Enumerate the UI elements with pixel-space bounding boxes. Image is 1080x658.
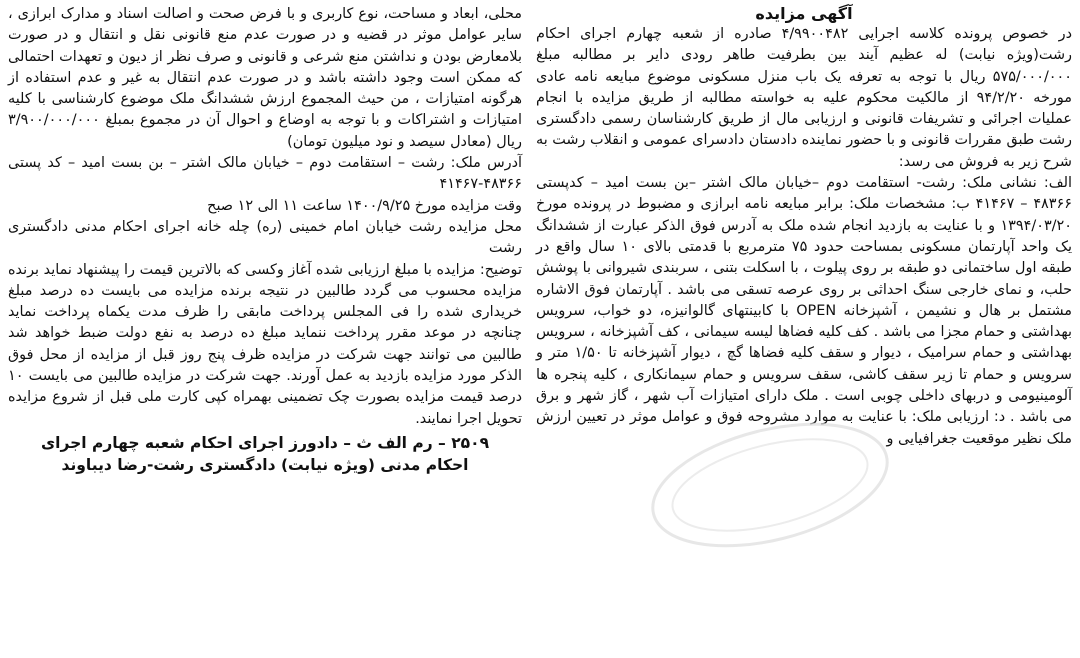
notice-title: آگهی مزایده [755, 4, 853, 23]
valuation-paragraph: محلی، ابعاد و مساحت، نوع کاربری و با فرض صحت و اصالت اسناد و مدارک ابرازی ، سایر عوامل موثر در قضیه و در صورت عدم منع قانونی نقل و انتقال و در صورت بلامعارض بودن و نداشتن منع شرعی و قانونی و صرف نظر از دیون و تعهدات احتمالی که ممکن است وجود داشته باشد و در صورت عدم انتقال به غیر و عدم استفاده از هرگونه امتیازات ، من حیث المجموع ارزش ششدانگ ملک موضوع کارشناسی با کلیه امتیازات و اشتراکات و با توجه به اوضاع و احوال آن در مجموع بمبلغ ۳/۹۰۰/۰۰۰/۰۰۰ ریال (معادل سیصد و نود میلیون تومان) [8, 6, 522, 150]
property-details-paragraph: الف: نشانی ملک: رشت- استقامت دوم –خیابان مالک اشتر –بن بست امید – کدپستی ۴۸۳۶۶ – ۴۱۴۶۷ ب: مشخصات ملک: برابر مبایعه نامه ابرازی و مضبوط در پرونده مورخ ۱۳۹۴/۰۳/۲۰ و با عنایت به بازدید انجام شده ملک به آدرس فوق الذکر عبارت از ششدانگ یک واحد آپارتمان مسکونی بمساحت حدود ۷۵ مترمربع با قدمتی بالای ۱۰ سال واقع در طبقه اول ساختمانی دو طبقه بر روی پیلوت ، با اسکلت بتنی ، سربندی شیروانی با پوشش حلب، و نمای خارجی سنگ احداثی بر روی عرصه تسقی می باشد . آپارتمان فوق الاشاره مشتمل بر هال و نشیمن ، آشپزخانه OPEN با کابینتهای گالوانیزه، دو خواب، سرویس بهداشتی و حمام مجزا می باشد . کف کلیه فضاها لیسه سیمانی ، کف آشپزخانه ، سرویس بهداشتی و حمام سرامیک ، دیوار و سقف کلیه فضاها گچ ، دیوار آشپزخانه تا ۱/۵۰ متر و سرویس و حمام تا زیر سقف کاشی، سقف سرویس و حمام سیمانکاری ، کلیه پنجره ها آلومینیومی و دربهای داخلی چوبی است . ملک دارای امتیازات آب شهر ، گاز شهر و برق می باشد . د: ارزیابی ملک: با عنایت به موارد مشروحه فوق و عوامل موثر در تعیین ارزش ملک نظیر موقعیت جغرافیایی و [536, 175, 1073, 447]
notice-left-column [8, 4, 522, 654]
property-address-paragraph: آدرس ملک: رشت – استقامت دوم – خیابان مالک اشتر – بن بست امید – کد پستی ۴۸۳۶۶-۴۱۴۶۷ [8, 155, 522, 193]
notice-right-column [536, 4, 1072, 654]
auction-terms-paragraph: توضیح: مزایده با مبلغ ارزیابی شده آغاز وکسی که بالاترین قیمت را پیشنهاد نماید برنده مزایده محسوب می گردد طالبین در نتیجه برنده مزایده می بایست ده درصد مبلغ خریداری شده را فی المجلس پرداخت مابقی را ظرف مدت یکماه پرداخت نماید چنانچه در موعد مقرر پرداخت ننماید مبلغ ده درصد به نفع دولت ضبط خواهد شد طالبین می توانند جهت شرکت در مزایده ظرف پنج روز قبل از مزایده از محل فوق الذکر مورد مزایده بازدید به عمل آورند. جهت شرکت در مزایده طالبین می بایست ۱۰ درصد قیمت مزایده بصورت چک تضمینی بهمراه کپی کارت ملی قبل از شروع مزایده تحویل اجرا نمایند. [8, 261, 522, 427]
signature-line-1: ۲۵۰۹ – رم الف ث – دادورز اجرای احکام شعبه چهارم اجرای [40, 433, 490, 452]
auction-location-paragraph: محل مزایده رشت خیابان امام خمینی (ره) چله خانه اجرای احکام مدنی دادگستری رشت [8, 218, 522, 257]
auction-time-paragraph: وقت مزایده مورخ ۱۴۰۰/۹/۲۵ ساعت ۱۱ الی ۱۲ صبح [207, 197, 522, 214]
signature-line-2: احکام مدنی (ویژه نیابت) دادگستری رشت-رضا دیباوند [61, 455, 469, 474]
notice-intro-paragraph: در خصوص پرونده کلاسه اجرایی ۴/۹۹۰۰۴۸۲ صادره از شعبه چهارم اجرای احکام رشت(ویژه نیابت) له عظیم آیند بین بطرفیت طاهر رودی دایر بر مطالبه مبلغ ۵۷۵/۰۰۰/۰۰۰ ریال با توجه به تعرفه یک باب منزل مسکونی موضوع مبایعه نامه عادی مورخه ۹۴/۲/۲۰ از مالکیت محکوم علیه به خواسته مطالبه از طریق مزایده با انجام عملیات اجرائی و تشریفات قانونی و ارزیابی مال از طریق کارشناسان رسمی دادگستری رشت طبق مقررات قانونی و با حضور نماینده دادستان دادسرای عمومی و انقلاب رشت به شرح زیر به فروش می رسد: [536, 26, 1072, 170]
notice-signature [8, 432, 522, 476]
